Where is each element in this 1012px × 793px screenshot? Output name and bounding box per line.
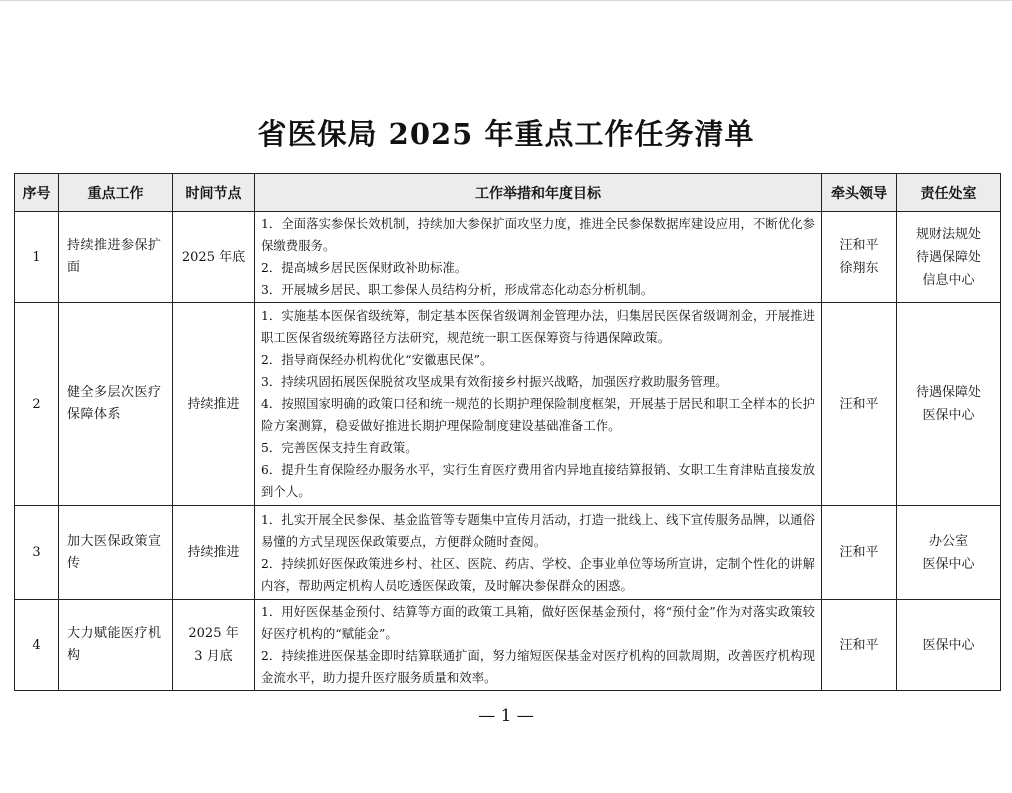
time-line: 3 月底 [194, 649, 233, 664]
measure-item: 3．开展城乡居民、职工参保人员结构分析，形成常态化动态分析机制。 [261, 283, 654, 297]
task-name: 健全多层次医疗保障体系 [59, 303, 173, 506]
time-line: 持续推进 [187, 396, 240, 412]
office-name: 办公室 [928, 533, 968, 549]
row-number: 3 [15, 506, 59, 600]
measure-item: 4．按照国家明确的政策口径和统一规范的长期护理保险制度框架，开展基于居民和职工全样本的长护险方案测算，稳妥做好推进长期护理保险制度建设基础准备工作。 [261, 397, 815, 433]
office-name: 医保中心 [922, 408, 975, 423]
measures-cell [255, 212, 822, 303]
task-name: 持续推进参保扩面 [59, 212, 173, 303]
header-no: 序号 [15, 174, 59, 212]
header-task: 重点工作 [59, 174, 173, 212]
header-lead: 牵头领导 [822, 174, 897, 212]
office-cell [897, 600, 1001, 691]
office-name: 待遇保障处 [915, 385, 981, 400]
office-cell [897, 212, 1001, 303]
measure-item: 1．全面落实参保长效机制，持续加大参保扩面攻坚力度，推进全民参保数据库建设应用，不断优化参保缴费服务。 [261, 217, 815, 253]
top-border-line [0, 0, 1012, 1]
office-name: 待遇保障处 [915, 249, 981, 265]
measures-cell [255, 303, 822, 506]
lead-name: 汪和平 [839, 637, 879, 653]
lead-name: 汪和平 [839, 545, 879, 560]
task-name: 加大医保政策宣传 [59, 506, 173, 600]
office-name: 信息中心 [922, 272, 975, 288]
office-cell [897, 506, 1001, 600]
table-row [15, 303, 1001, 506]
lead-cell [822, 212, 897, 303]
lead-cell [822, 600, 897, 691]
lead-cell [822, 303, 897, 506]
table-row [15, 212, 1001, 303]
row-number: 1 [15, 212, 59, 303]
measures-cell [255, 506, 822, 600]
measure-item: 1．用好医保基金预付、结算等方面的政策工具箱，做好医保基金预付，将“预付金”作为对落实政策较好医疗机构的“赋能金”。 [261, 605, 815, 641]
header-office: 责任处室 [897, 174, 1001, 212]
measure-item: 3．持续巩固拓展医保脱贫攻坚成果有效衔接乡村振兴战略，加强医疗救助服务管理。 [261, 375, 728, 389]
measure-item: 2．持续抓好医保政策进乡村、社区、医院、药店、学校、企事业单位等场所宣讲，定制个性化的讲解内容，帮助两定机构人员吃透医保政策，及时解决参保群众的困惑。 [261, 556, 815, 593]
time-line: 2025 年底 [181, 249, 246, 265]
measure-item: 2．提高城乡居民医保财政补助标准。 [261, 261, 468, 275]
lead-name: 汪和平 [839, 238, 879, 253]
lead-name: 汪和平 [839, 396, 879, 412]
time-node [173, 212, 255, 303]
task-table [14, 173, 1001, 691]
time-node [173, 600, 255, 691]
row-number: 4 [15, 600, 59, 691]
measure-item: 1．实施基本医保省级统筹，制定基本医保省级调剂金管理办法，归集居民医保省级调剂金，开展推进职工医保省级统筹路径方法研究，规范统一职工医保筹资与待遇保障政策。 [261, 309, 815, 345]
time-node [173, 303, 255, 506]
measure-item: 5．完善医保支持生育政策。 [261, 441, 418, 455]
page-number: — 1 — [478, 706, 534, 726]
time-line: 持续推进 [187, 545, 240, 560]
table-header-row [15, 174, 1001, 212]
measure-item: 2．指导商保经办机构优化“安徽惠民保”。 [261, 353, 493, 367]
measure-item: 6．提升生育保险经办服务水平，实行生育医疗费用省内异地直接结算报销、女职工生育津贴直接发放到个人。 [261, 463, 815, 499]
table-row [15, 600, 1001, 691]
time-line: 2025 年 [188, 626, 239, 641]
header-measures: 工作举措和年度目标 [255, 174, 822, 212]
office-name: 医保中心 [922, 556, 975, 572]
time-node [173, 506, 255, 600]
office-cell [897, 303, 1001, 506]
measures-cell [255, 600, 822, 691]
document-title: 省医保局 2025 年重点工作任务清单 [257, 117, 755, 151]
header-time: 时间节点 [173, 174, 255, 212]
office-name: 规财法规处 [915, 226, 981, 242]
lead-cell [822, 506, 897, 600]
measure-item: 1．扎实开展全民参保、基金监管等专题集中宣传月活动，打造一批线上、线下宣传服务品牌，以通俗易懂的方式呈现医保政策要点，方便群众随时查阅。 [261, 512, 815, 549]
row-number: 2 [15, 303, 59, 506]
task-name: 大力赋能医疗机构 [59, 600, 173, 691]
measure-item: 2．持续推进医保基金即时结算联通扩面，努力缩短医保基金对医疗机构的回款周期，改善医疗机构现金流水平，助力提升医疗服务质量和效率。 [261, 649, 815, 685]
lead-name: 徐翔东 [839, 261, 879, 276]
office-name: 医保中心 [922, 637, 975, 653]
table-row [15, 506, 1001, 600]
